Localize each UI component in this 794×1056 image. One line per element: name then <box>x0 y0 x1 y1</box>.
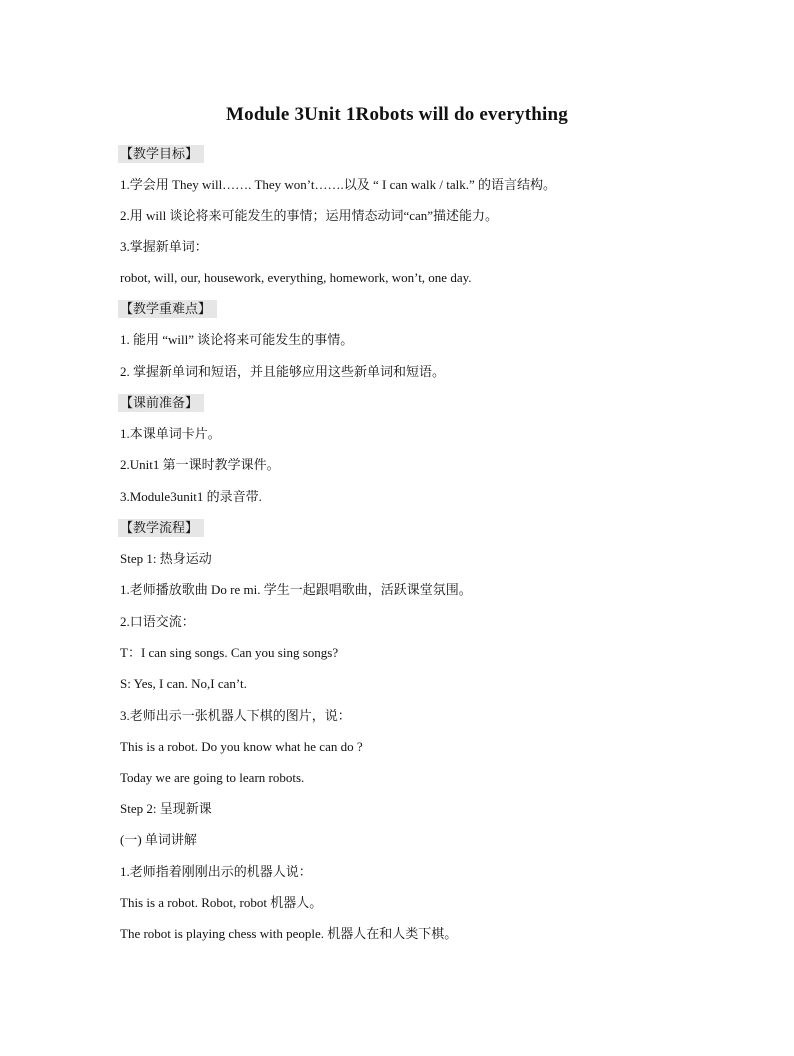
goal-item-3: 3.掌握新单词： <box>120 239 208 254</box>
goal-item-2: 2.用 will 谈论将来可能发生的事情；运用情态动词“can”描述能力。 <box>120 208 499 223</box>
preparation-item-3: 3.Module3unit1 的录音带. <box>120 489 262 504</box>
section-heading-process: 【教学流程】 <box>118 519 204 537</box>
preparation-item-2: 2.Unit1 第一课时教学课件。 <box>120 457 280 472</box>
process-item: This is a robot. Robot, robot 机器人。 <box>120 895 323 910</box>
process-item: 1.老师播放歌曲 Do re mi. 学生一起跟唱歌曲，活跃课堂氛围。 <box>120 582 472 597</box>
process-item: 2.口语交流： <box>120 614 195 629</box>
process-dialogue-student: S: Yes, I can. No,I can’t. <box>120 676 247 691</box>
process-subsection: (一) 单词讲解 <box>120 832 197 847</box>
process-item: The robot is playing chess with people. 机器人在和人类下棋。 <box>120 926 458 941</box>
process-item: Today we are going to learn robots. <box>120 770 305 785</box>
process-dialogue-teacher: T：I can sing songs. Can you sing songs? <box>120 645 339 660</box>
goal-item-1: 1.学会用 They will……. They won’t…….以及 “ I can walk / talk.” 的语言结构。 <box>120 177 557 192</box>
goal-vocab-list: robot, will, our, housework, everything, homework, won’t, one day. <box>120 270 472 285</box>
process-item: This is a robot. Do you know what he can do ? <box>120 739 363 754</box>
key-point-2: 2. 掌握新单词和短语，并且能够应用这些新单词和短语。 <box>120 364 446 379</box>
section-heading-goals: 【教学目标】 <box>118 145 204 163</box>
process-step-2: Step 2: 呈现新课 <box>120 801 212 816</box>
section-heading-preparation: 【课前准备】 <box>118 394 204 412</box>
preparation-item-1: 1.本课单词卡片。 <box>120 426 221 441</box>
process-item: 1.老师指着刚刚出示的机器人说： <box>120 864 312 879</box>
process-item: 3.老师出示一张机器人下棋的图片，说： <box>120 708 351 723</box>
section-heading-key-points: 【教学重难点】 <box>118 300 217 318</box>
document-title: Module 3Unit 1Robots will do everything <box>226 104 568 125</box>
process-step-1: Step 1: 热身运动 <box>120 551 212 566</box>
key-point-1: 1. 能用 “will” 谈论将来可能发生的事情。 <box>120 332 354 347</box>
